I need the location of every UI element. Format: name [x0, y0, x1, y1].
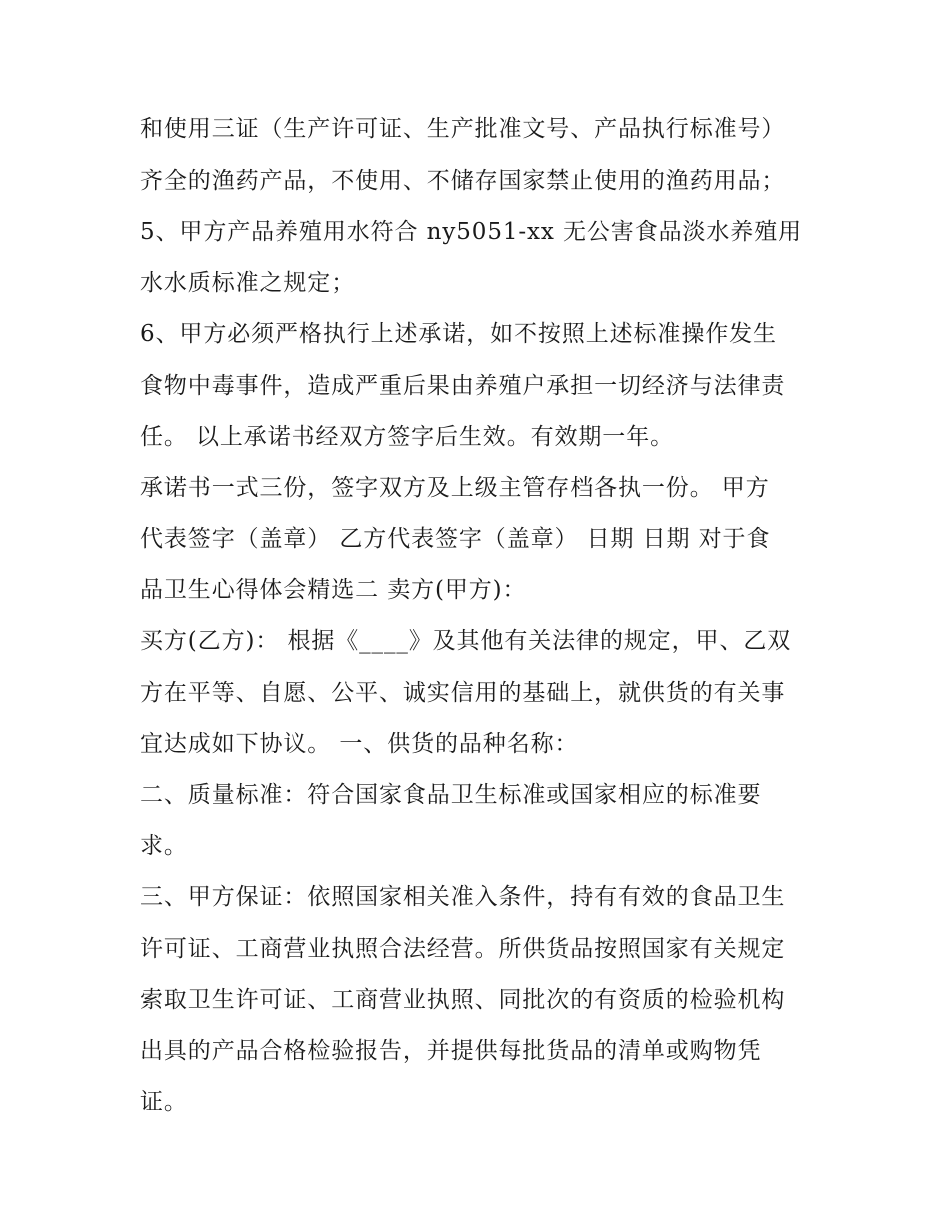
- text-line: 承诺书一式三份，签字双方及上级主管存档各执一份。 甲方: [140, 475, 770, 501]
- text-line: 代表签字（盖章） 乙方代表签字（盖章） 日期 日期 对于食: [140, 526, 771, 552]
- text-line: 出具的产品合格检验报告，并提供每批货品的清单或购物凭: [140, 1038, 762, 1064]
- text-line: 品卫生心得体会精选二 卖方(甲方)：: [140, 577, 527, 603]
- text-line: 齐全的渔药产品，不使用、不储存国家禁止使用的渔药用品；: [140, 168, 786, 194]
- text-line: 水水质标准之规定；: [140, 270, 356, 296]
- text-line: 证。: [140, 1089, 188, 1115]
- text-line: 方在平等、自愿、公平、诚实信用的基础上，就供货的有关事: [140, 680, 786, 706]
- text-line: 索取卫生许可证、工商营业执照、同批次的有资质的检验机构: [140, 987, 786, 1013]
- text-line: 许可证、工商营业执照合法经营。所供货品按照国家有关规定: [140, 936, 786, 962]
- text-line: 二、质量标准：符合国家食品卫生标准或国家相应的标准要: [140, 782, 762, 808]
- text-line: 宜达成如下协议。 一、供货的品种名称：: [140, 731, 579, 757]
- text-line: 求。: [140, 833, 188, 859]
- text-line: 食物中毒事件，造成严重后果由养殖户承担一切经济与法律责: [140, 373, 786, 399]
- text-line: 6、甲方必须严格执行上述承诺，如不按照上述标准操作发生: [140, 321, 777, 347]
- text-line: 5、甲方产品养殖用水符合 ny5051-xx 无公害食品淡水养殖用: [140, 219, 803, 245]
- text-line: 三、甲方保证：依照国家相关准入条件，持有有效的食品卫生: [140, 884, 786, 910]
- text-line: 买方(乙方)： 根据《____》及其他有关法律的规定，甲、乙双: [140, 628, 792, 654]
- text-line: 任。 以上承诺书经双方签字后生效。有效期一年。: [140, 424, 675, 450]
- text-line: 和使用三证（生产许可证、生产批准文号、产品执行标准号）: [140, 116, 786, 142]
